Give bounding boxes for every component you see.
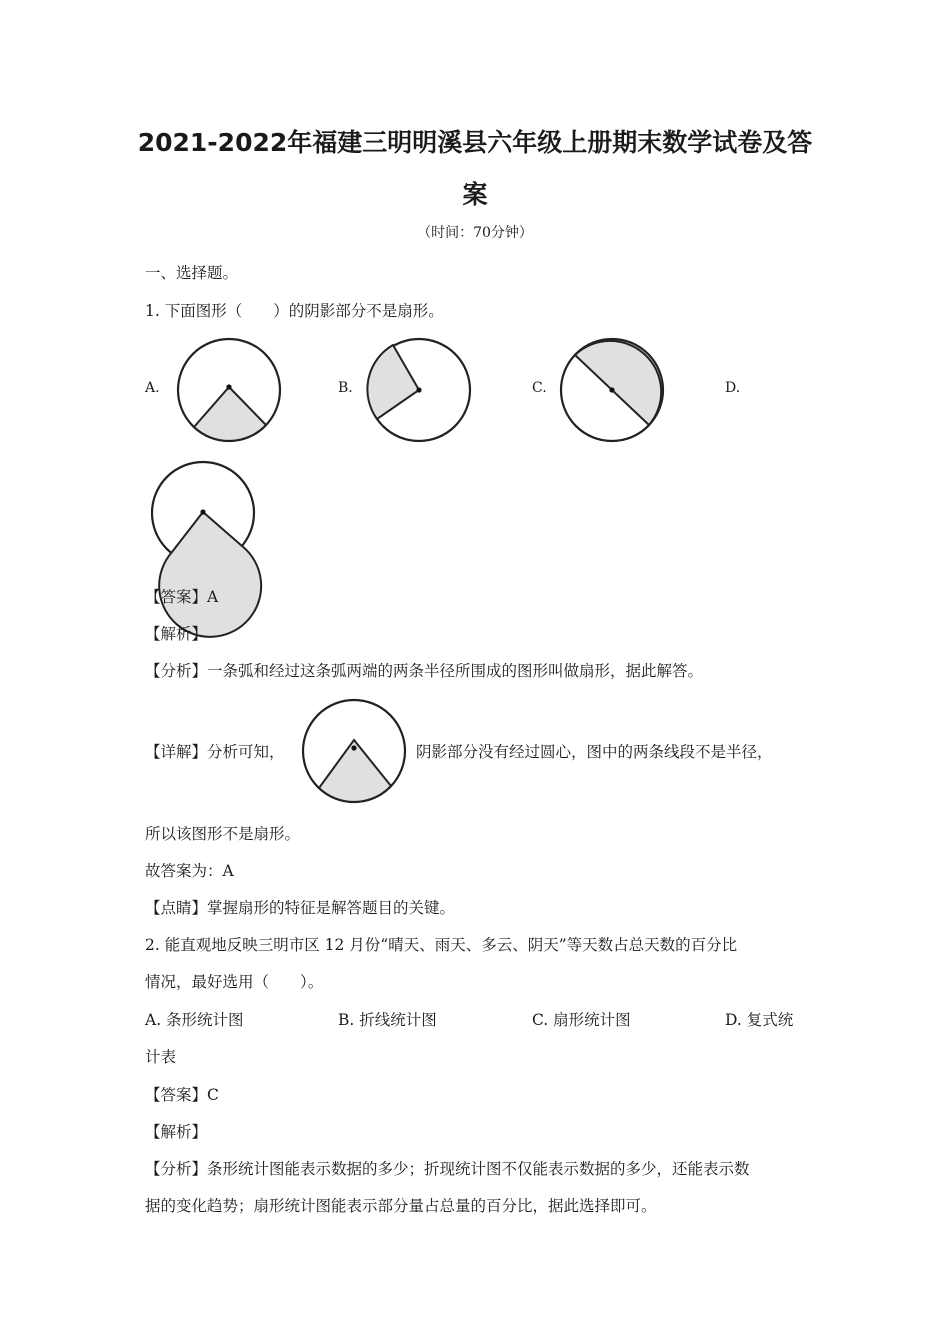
q1-jiexi-heading: 【解析】	[145, 625, 208, 643]
q2-jiexi-heading: 【解析】	[145, 1123, 208, 1141]
option-c-label: C.	[532, 380, 547, 396]
q2-analysis-line-1: 【分析】条形统计图能表示数据的多少；折现统计图不仅能表示数据的多少，还能表示数	[145, 1160, 750, 1178]
question-2-stem-line-1: 2. 能直观地反映三明市区 12 月份“晴天、雨天、多云、阴天”等天数占总天数的百分比	[145, 936, 738, 954]
page-title-line-2: 案	[462, 180, 488, 209]
q1-conclusion: 故答案为：A	[145, 862, 234, 880]
detail-figure-circle	[301, 698, 407, 804]
figure-b-circle	[366, 337, 472, 443]
q2-analysis-line-2: 据的变化趋势；扇形统计图能表示部分量占总量的百分比，据此选择即可。	[145, 1197, 657, 1215]
q2-option-a: A. 条形统计图	[145, 1011, 244, 1029]
q1-analysis: 【分析】一条弧和经过这条弧两端的两条半径所围成的图形叫做扇形，据此解答。	[145, 662, 704, 680]
q2-option-d-continued: 计表	[145, 1048, 177, 1066]
figure-d-circle	[150, 460, 256, 566]
q1-detail-line-2: 所以该图形不是扇形。	[145, 825, 301, 843]
q2-option-d: D. 复式统	[725, 1011, 794, 1029]
figure-c-circle	[559, 337, 665, 443]
q2-option-b: B. 折线统计图	[338, 1011, 437, 1029]
question-1-stem: 1. 下面图形（ ）的阴影部分不是扇形。	[145, 302, 444, 320]
option-a-label: A.	[145, 380, 160, 396]
figure-a-circle	[176, 337, 282, 443]
q2-answer: 【答案】C	[145, 1086, 219, 1104]
time-note: （时间：70分钟）	[417, 225, 533, 241]
q2-option-c: C. 扇形统计图	[532, 1011, 631, 1029]
question-2-stem-line-2: 情况，最好选用（ ）。	[145, 973, 324, 991]
q1-detail-lead: 【详解】分析可知，	[145, 743, 285, 761]
q1-detail-tail: 阴影部分没有经过圆心，图中的两条线段不是半径，	[416, 743, 773, 761]
option-d-label: D.	[725, 380, 741, 396]
q1-key-point: 【点睛】掌握扇形的特征是解答题目的关键。	[145, 899, 456, 917]
page-title-line-1: 2021-2022年福建三明明溪县六年级上册期末数学试卷及答	[137, 128, 813, 157]
option-b-label: B.	[338, 380, 353, 396]
q1-answer: 【答案】A	[145, 588, 219, 606]
section-heading: 一、选择题。	[145, 264, 239, 282]
